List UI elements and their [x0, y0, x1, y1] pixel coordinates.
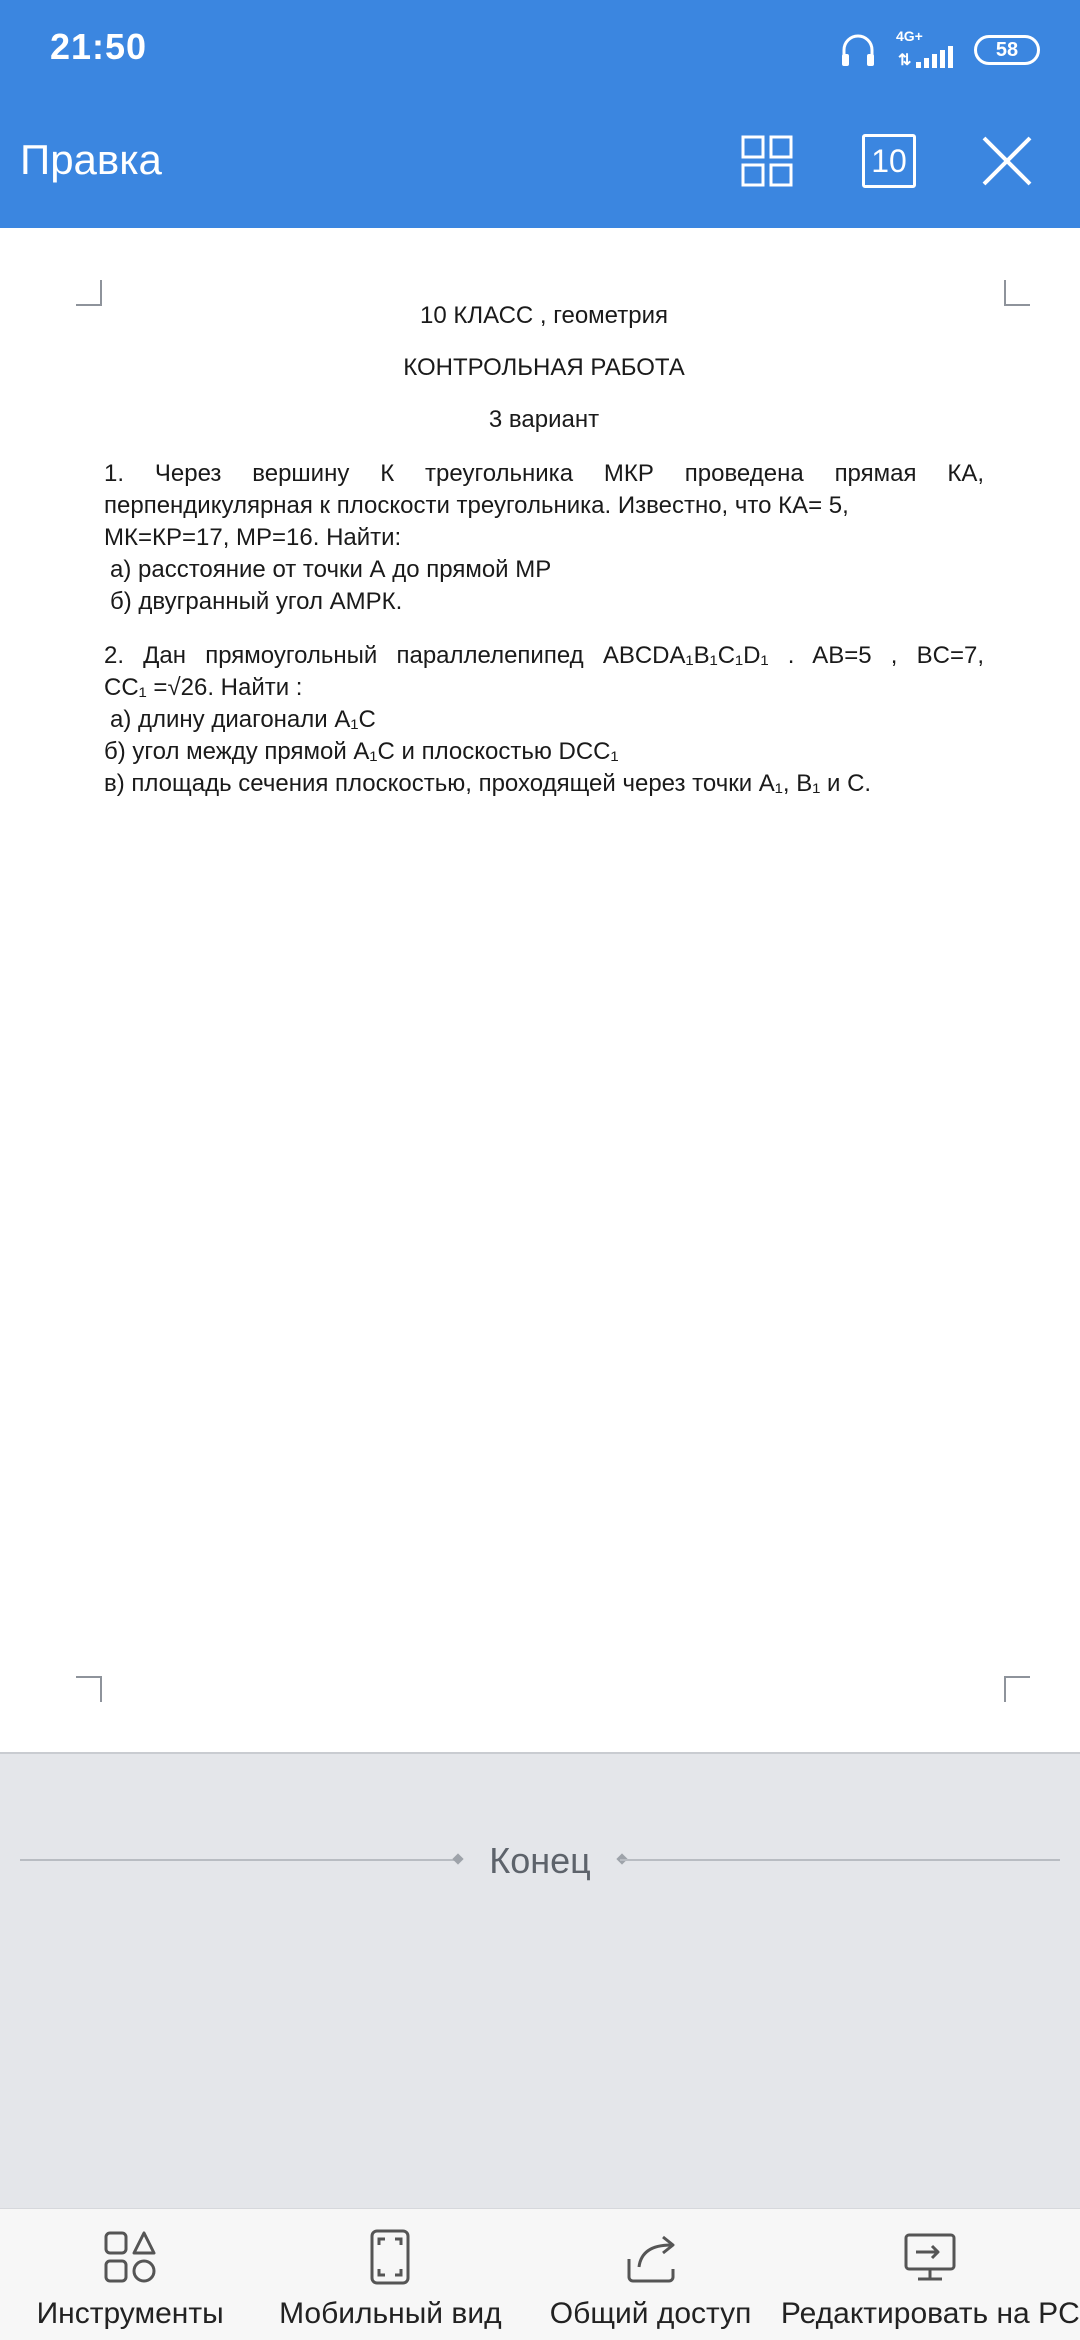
- share-label: Общий доступ: [549, 2297, 752, 2330]
- status-time: 21:50: [50, 26, 148, 67]
- end-of-document: [20, 1838, 1060, 1882]
- task-2: [104, 640, 984, 800]
- app-title: Правка: [20, 136, 162, 183]
- network-type: 4G+: [896, 28, 923, 44]
- tools-button[interactable]: [0, 2209, 260, 2340]
- task-2-line: 2. Дан прямоугольный параллелепипед ABCDA₁B₁C₁D₁ . AB=5 , BC=7,: [104, 642, 984, 669]
- task-2-line: CC₁ =√26. Найти :: [104, 674, 303, 701]
- end-label: Конец: [489, 1840, 591, 1881]
- share-button[interactable]: [520, 2209, 780, 2340]
- document-page[interactable]: [0, 228, 1080, 1754]
- edit-on-pc-icon: [902, 2229, 958, 2285]
- task-1: [104, 458, 984, 618]
- task-1-line: перпендикулярная к плоскости треугольника. Известно, что КА= 5,: [104, 492, 849, 519]
- tools-icon: [102, 2229, 158, 2285]
- mobile-view-button[interactable]: [260, 2209, 520, 2340]
- edit-on-pc-label: Редактировать на PC: [780, 2297, 1080, 2330]
- mobile-view-icon: [362, 2229, 418, 2285]
- mobile-view-label: Мобильный вид: [279, 2297, 502, 2330]
- doc-heading-variant: 3 вариант: [488, 406, 600, 433]
- edit-on-pc-button[interactable]: [781, 2209, 1080, 2340]
- data-arrows-icon: ⇅: [898, 52, 912, 69]
- grid-view-icon[interactable]: [740, 134, 794, 188]
- app-header: [0, 0, 1080, 228]
- signal-bars-icon: [916, 46, 953, 68]
- battery-icon: 58: [974, 35, 1040, 65]
- divider: [620, 1859, 1060, 1861]
- tools-label: Инструменты: [36, 2297, 224, 2330]
- page-count-button[interactable]: 10: [862, 134, 916, 188]
- task-2-item-b: б) угол между прямой A₁C и плоскостью DCC₁: [104, 738, 619, 765]
- task-2-item-c: в) площадь сечения плоскостью, проходящей через точки A₁, B₁ и C.: [104, 770, 872, 797]
- task-1-item-b: б) двугранный угол АМРК.: [110, 588, 403, 615]
- doc-heading-work: КОНТРОЛЬНАЯ РАБОТА: [403, 354, 685, 381]
- page-corner-mark: [76, 1676, 102, 1702]
- signal-icon: [896, 30, 956, 70]
- task-1-item-a: а) расстояние от точки А до прямой МР: [110, 556, 552, 583]
- page-corner-mark: [1004, 1676, 1030, 1702]
- task-1-line: 1. Через вершину К треугольника МКР проведена прямая КА,: [104, 460, 984, 487]
- share-icon: [623, 2229, 679, 2285]
- bottom-toolbar: [0, 2208, 1080, 2340]
- document-text: [104, 300, 984, 822]
- doc-heading-class: 10 КЛАСС , геометрия: [420, 302, 668, 329]
- task-1-line: МК=КР=17, МР=16. Найти:: [104, 524, 402, 551]
- status-icons: [838, 28, 1040, 72]
- task-2-item-a: а) длину диагонали A₁C: [110, 706, 376, 733]
- page-corner-mark: [76, 280, 102, 306]
- page-corner-mark: [1004, 280, 1030, 306]
- headset-icon: [838, 30, 878, 70]
- close-icon[interactable]: [980, 134, 1034, 188]
- divider: [20, 1859, 460, 1861]
